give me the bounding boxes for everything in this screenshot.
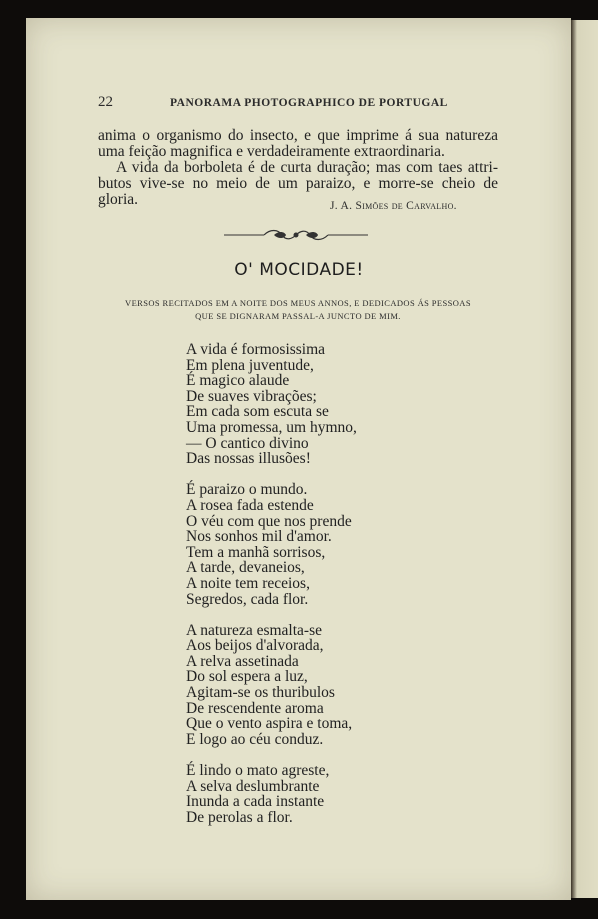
verse-line: É lindo o mato agreste, — [186, 762, 330, 780]
verse-line: E logo ao céu conduz. — [186, 730, 324, 748]
verse-line: A selva deslumbrante — [186, 777, 320, 795]
dedication-line: QUE SE DIGNARAM PASSAL-A JUNCTO DE MIM. — [195, 311, 401, 321]
verse-line: Em plena juventude, — [186, 356, 314, 374]
stanza — [186, 482, 357, 607]
running-title: PANORAMA PHOTOGRAPHICO DE PORTUGAL — [170, 97, 448, 109]
verse-line: Nos sonhos mil d'amor. — [186, 528, 332, 546]
verse-line: É magico alaude — [186, 372, 290, 390]
verse-line: — O cantico divino — [186, 434, 309, 452]
verse-line: A vida é formosissima — [186, 341, 326, 358]
poem-body — [186, 342, 357, 841]
verse-line: Inunda a cada instante — [186, 793, 325, 811]
verse-line: O véu com que nos prende — [186, 512, 352, 530]
ornament-divider-icon — [224, 227, 368, 243]
verse-line: A natureza esmalta-se — [186, 621, 322, 639]
prose-line: butos vive-se no meio de um paraizo, e morre-se cheio de gloria. — [98, 175, 498, 208]
verse-line: A relva assetinada — [186, 652, 299, 670]
verse-line: De suaves vibrações; — [186, 387, 317, 405]
prose-line: anima o organismo do insecto, e que imprime á sua natureza — [98, 127, 498, 144]
verse-line: Do sol espera a luz, — [186, 668, 308, 686]
facing-page-edge — [571, 20, 598, 898]
verse-line: De perolas a flor. — [186, 808, 293, 826]
verse-line: A rosea fada estende — [186, 496, 314, 514]
verse-line: Das nossas illusões! — [186, 450, 311, 468]
verse-line: Tem a manhã sorrisos, — [186, 543, 326, 561]
prose-line: A vida da borboleta é de curta duração; mas com taes attri- — [116, 159, 498, 176]
stanza — [186, 342, 357, 467]
dedication-line: VERSOS RECITADOS EM A NOITE DOS MEUS ANNOS, E DEDICADOS ÁS PESSOAS — [125, 298, 471, 308]
author-signature: J. A. Simões de Carvalho. — [330, 200, 457, 212]
verse-line: Agitam-se os thuribulos — [186, 684, 335, 702]
stanza — [186, 763, 357, 825]
verse-line: De rescendente aroma — [186, 699, 324, 717]
page-header — [98, 96, 498, 114]
prose-line: uma feição magnifica e verdadeiramente extraordinaria. — [98, 143, 445, 160]
verse-line: Uma promessa, um hymno, — [186, 418, 357, 436]
poem-dedication — [98, 297, 498, 323]
prose-block — [98, 128, 498, 208]
verse-line: A tarde, devaneios, — [186, 559, 305, 577]
verse-line: Aos beijos d'alvorada, — [186, 637, 324, 655]
verse-line: Que o vento aspira e toma, — [186, 715, 353, 733]
verse-line: Segredos, cada flor. — [186, 590, 309, 608]
stanza — [186, 623, 357, 748]
verse-line: É paraizo o mundo. — [186, 481, 308, 499]
verse-line: Em cada som escuta se — [186, 403, 329, 421]
verse-line: A noite tem receios, — [186, 574, 310, 592]
page-number: 22 — [98, 94, 113, 110]
poem-title: O' MOCIDADE! — [234, 260, 364, 280]
